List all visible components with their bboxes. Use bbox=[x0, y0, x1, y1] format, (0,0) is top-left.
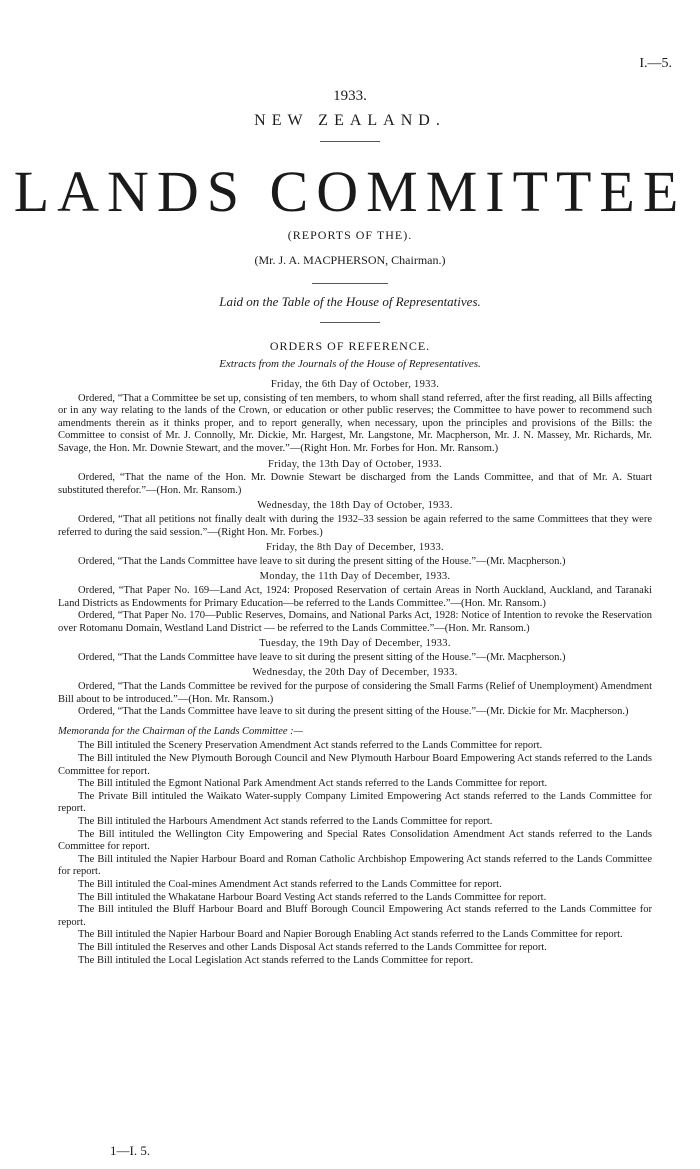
orders-list bbox=[58, 379, 652, 719]
order-paragraph: Ordered, “That Paper No. 170—Public Reserves, Domains, and National Parks Act, 1928: Notice of Intention to revoke the Reservation over Rotomanu Domain, Westland Land District — be referred to the Lands Committee.”—(Hon. Mr. Ransom.) bbox=[58, 610, 652, 634]
document-body bbox=[58, 376, 652, 967]
entry-date: Monday, the 11th Day of December, 1933. bbox=[259, 571, 451, 583]
memo-item: The Bill intituled the Bluff Harbour Board and Bluff Borough Council Empowering Act stands referred to the Lands Committee for report. bbox=[58, 904, 652, 928]
document-year: 1933. bbox=[333, 88, 367, 104]
order-paragraph: Ordered, “That the Lands Committee have leave to sit during the present sitting of the House.”—(Mr. Dickie for Mr. Macpherson.) bbox=[78, 706, 629, 718]
memo-item: The Bill intituled the Coal-mines Amendment Act stands referred to the Lands Committee for report. bbox=[78, 878, 502, 890]
order-paragraph: Ordered, “That a Committee be set up, consisting of ten members, to whom shall stand referred, after the first reading, all Bills affecting or in any way relating to the lands of the Crown, or education or other public reserves; the Committee to have power to recommend such amendments therein as it thinks proper, and to report generally, when necessary, upon the principles and provisions of the Bills: the Committee to consist of Mr. J. Connolly, Mr. Dickie, Mr. Hargest, Mr. Langstone, Mr. Macpherson, Mr. J. N. Massey, Mr. Richards, Mr. Savage, the Hon. Mr. Downie Stewart, and the mover.”—(Right Hon. Mr. Forbes for Hon. Mr. Ransom.) bbox=[58, 392, 652, 454]
memo-item: The Bill intituled the Scenery Preservation Amendment Act stands referred to the Lands Committee for report. bbox=[78, 740, 543, 752]
entry-date: Wednesday, the 20th Day of December, 1933. bbox=[252, 667, 458, 679]
document-subtitle: (REPORTS OF THE). bbox=[287, 228, 413, 242]
memoranda-list bbox=[58, 740, 652, 967]
entry-date: Wednesday, the 18th Day of October, 1933. bbox=[257, 500, 453, 512]
memo-item: The Bill intituled the Local Legislation Act stands referred to the Lands Committee for report. bbox=[78, 954, 474, 966]
order-paragraph: Ordered, “That all petitions not finally dealt with during the 1932–33 session be again referred to the same Committees that they were referred to during the said session.”—(Right Hon. Mr. Forbes.) bbox=[58, 513, 652, 538]
memo-item: The Bill intituled the Egmont National Park Amendment Act stands referred to the Lands Committee for report. bbox=[78, 778, 548, 790]
document-title: LANDS COMMITTEE bbox=[13, 159, 687, 224]
memo-item: The Bill intituled the Napier Harbour Board and Roman Catholic Archbishop Empowering Act stands referred to the Lands Committee for report. bbox=[58, 853, 652, 878]
orders-heading: ORDERS OF REFERENCE. bbox=[269, 339, 431, 353]
memo-item: The Bill intituled the Harbours Amendment Act stands referred to the Lands Committee for report. bbox=[78, 816, 493, 827]
entry-date: Friday, the 6th Day of October, 1933. bbox=[270, 379, 440, 390]
page-reference: I.—5. bbox=[639, 56, 672, 71]
order-paragraph: Ordered, “That Paper No. 169—Land Act, 1924: Proposed Reservation of certain Areas in North Auckland, Auckland, and Taranaki Land Districts as Endowments for Primary Education—be referred to the Lands Committee.”—(Hon. Mr. Ransom.) bbox=[58, 584, 652, 609]
memo-item: The Private Bill intituled the Waikato Water-supply Company Limited Empowering Act stands referred to the Lands Committee for report. bbox=[58, 790, 652, 815]
divider-rule bbox=[320, 322, 380, 323]
entry-date: Friday, the 13th Day of October, 1933. bbox=[268, 458, 442, 470]
country-heading: NEW ZEALAND. bbox=[254, 112, 446, 129]
memoranda-heading: Memoranda for the Chairman of the Lands Committee :— bbox=[58, 725, 303, 737]
memo-item: The Bill intituled the Wellington City Empowering and Special Rates Consolidation Amendment Act stands referred to the Lands Committee for report. bbox=[58, 828, 652, 853]
divider-rule bbox=[320, 141, 380, 142]
entry-date: Tuesday, the 19th Day of December, 1933. bbox=[259, 638, 451, 650]
extracts-line: Extracts from the Journals of the House of Representatives. bbox=[219, 358, 481, 370]
memo-item: The Bill intituled the New Plymouth Borough Council and New Plymouth Harbour Board Empowering Act stands referred to the Lands Committee for report. bbox=[58, 753, 652, 777]
order-paragraph: Ordered, “That the Lands Committee have leave to sit during the present sitting of the House.”—(Mr. Macpherson.) bbox=[78, 651, 566, 663]
memo-item: The Bill intituled the Napier Harbour Board and Napier Borough Enabling Act stands referred to the Lands Committee for report. bbox=[78, 929, 623, 941]
memo-item: The Bill intituled the Whakatane Harbour Board Vesting Act stands referred to the Lands Committee for report. bbox=[78, 891, 547, 903]
memo-item: The Bill intituled the Reserves and other Lands Disposal Act stands referred to the Lands Committee for report. bbox=[78, 941, 547, 953]
footer-signature: 1—I. 5. bbox=[110, 1143, 151, 1158]
entry-date: Friday, the 8th Day of December, 1933. bbox=[266, 542, 444, 554]
order-paragraph: Ordered, “That the Lands Committee be revived for the purpose of considering the Small Farms (Relief of Unemployment) Amendment Bill about to be introduced.”—(Hon. Mr. Ransom.) bbox=[58, 681, 652, 705]
laid-on-table: Laid on the Table of the House of Representatives. bbox=[219, 294, 481, 309]
order-paragraph: Ordered, “That the name of the Hon. Mr. Downie Stewart be discharged from the Lands Committee, and that of Mr. A. Stuart substituted therefor.”—(Hon. Mr. Ransom.) bbox=[58, 472, 652, 496]
chairman-line: (Mr. J. A. MACPHERSON, Chairman.) bbox=[254, 253, 446, 267]
order-paragraph: Ordered, “That the Lands Committee have leave to sit during the present sitting of the House.”—(Mr. Macpherson.) bbox=[78, 555, 566, 567]
divider-rule bbox=[312, 283, 388, 284]
